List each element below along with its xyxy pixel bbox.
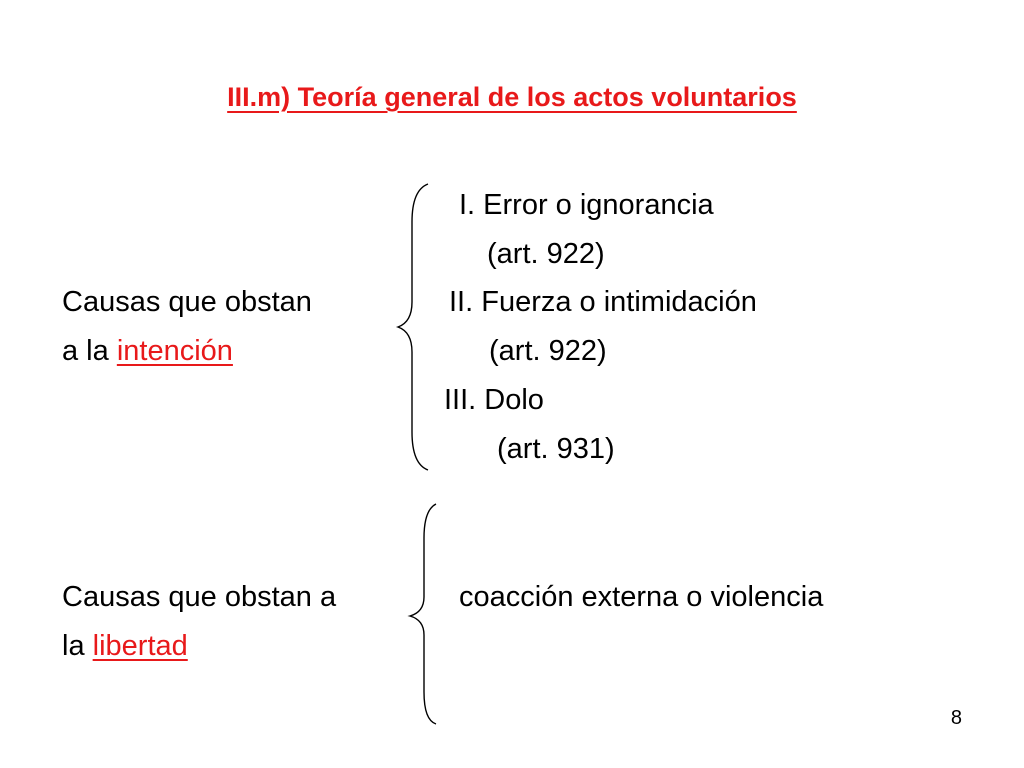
fuerza-item: II. Fuerza o intimidación xyxy=(449,286,757,318)
error-article: (art. 922) xyxy=(487,238,605,270)
slide-number: 8 xyxy=(950,707,962,729)
intencion-brace xyxy=(395,182,435,472)
dolo-article: (art. 931) xyxy=(497,433,615,465)
libertad-label-line1: Causas que obstan a xyxy=(62,581,337,613)
intencion-label-line2 xyxy=(62,337,233,366)
fuerza-article: (art. 922) xyxy=(489,335,607,367)
coaccion-item: coacción externa o violencia xyxy=(459,581,824,613)
intencion-keyword: intención xyxy=(116,335,233,367)
error-item: I. Error o ignorancia xyxy=(459,189,714,221)
libertad-label-line2 xyxy=(62,632,188,661)
slide-title: III.m) Teoría general de los actos voluntarios xyxy=(227,82,797,112)
intencion-label-line1: Causas que obstan xyxy=(62,286,312,318)
libertad-label-prefix: la xyxy=(62,630,93,662)
dolo-item: III. Dolo xyxy=(444,384,544,416)
libertad-keyword: libertad xyxy=(92,630,188,662)
intencion-label-prefix: a la xyxy=(62,335,117,367)
libertad-brace xyxy=(406,502,446,727)
